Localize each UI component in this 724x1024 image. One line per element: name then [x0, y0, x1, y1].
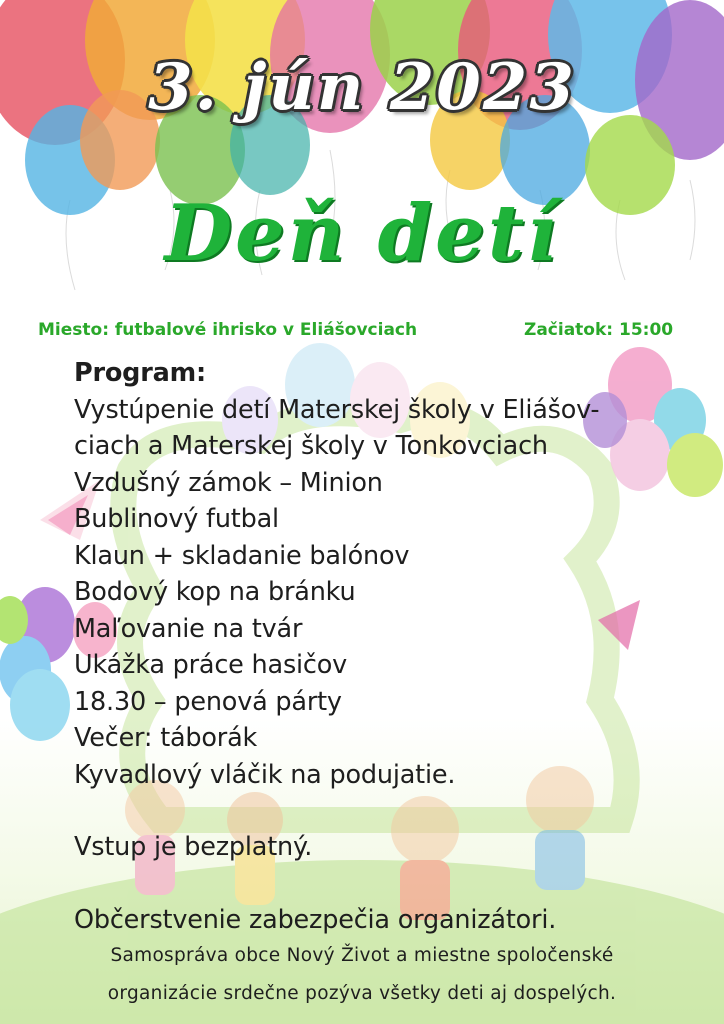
event-start-time: Začiatok: 15:00	[524, 320, 674, 340]
event-title: Deň detí	[164, 188, 560, 279]
refreshments-note: Občerstvenie zabezpečia organizátori.	[74, 904, 557, 935]
footer-line-1: Samospráva obce Nový Život a miestne spoločenské	[110, 945, 614, 966]
program-item: Večer: táborák	[74, 723, 258, 753]
program-item: Vzdušný zámok – Minion	[74, 467, 383, 498]
program-item: 18.30 – penová párty	[74, 686, 342, 717]
program-item: Vystúpenie detí Materskej školy v Eliášov-	[74, 394, 600, 425]
program-item: Bodový kop na bránku	[74, 577, 356, 607]
program-list	[74, 355, 674, 938]
spacer	[74, 866, 674, 902]
program-item: Ukážka práce hasičov	[74, 650, 348, 680]
entry-note: Vstup je bezplatný.	[74, 832, 313, 862]
footer-line-2: organizácie srdečne pozýva všetky deti aj dospelých.	[107, 983, 617, 1004]
program-heading: Program:	[74, 358, 206, 388]
spacer	[74, 793, 674, 829]
program-item: Maľovanie na tvár	[74, 613, 303, 644]
program-item: Klaun + skladanie balónov	[74, 540, 410, 571]
program-item: ciach a Materskej školy v Tonkovciach	[74, 431, 548, 461]
program-item: Bublinový futbal	[74, 504, 279, 534]
program-item: Kyvadlový vláčik na podujatie.	[74, 759, 456, 790]
event-date: 3. jún 2023	[148, 50, 576, 125]
event-place: Miesto: futbalové ihrisko v Eliášovciach	[38, 320, 418, 340]
